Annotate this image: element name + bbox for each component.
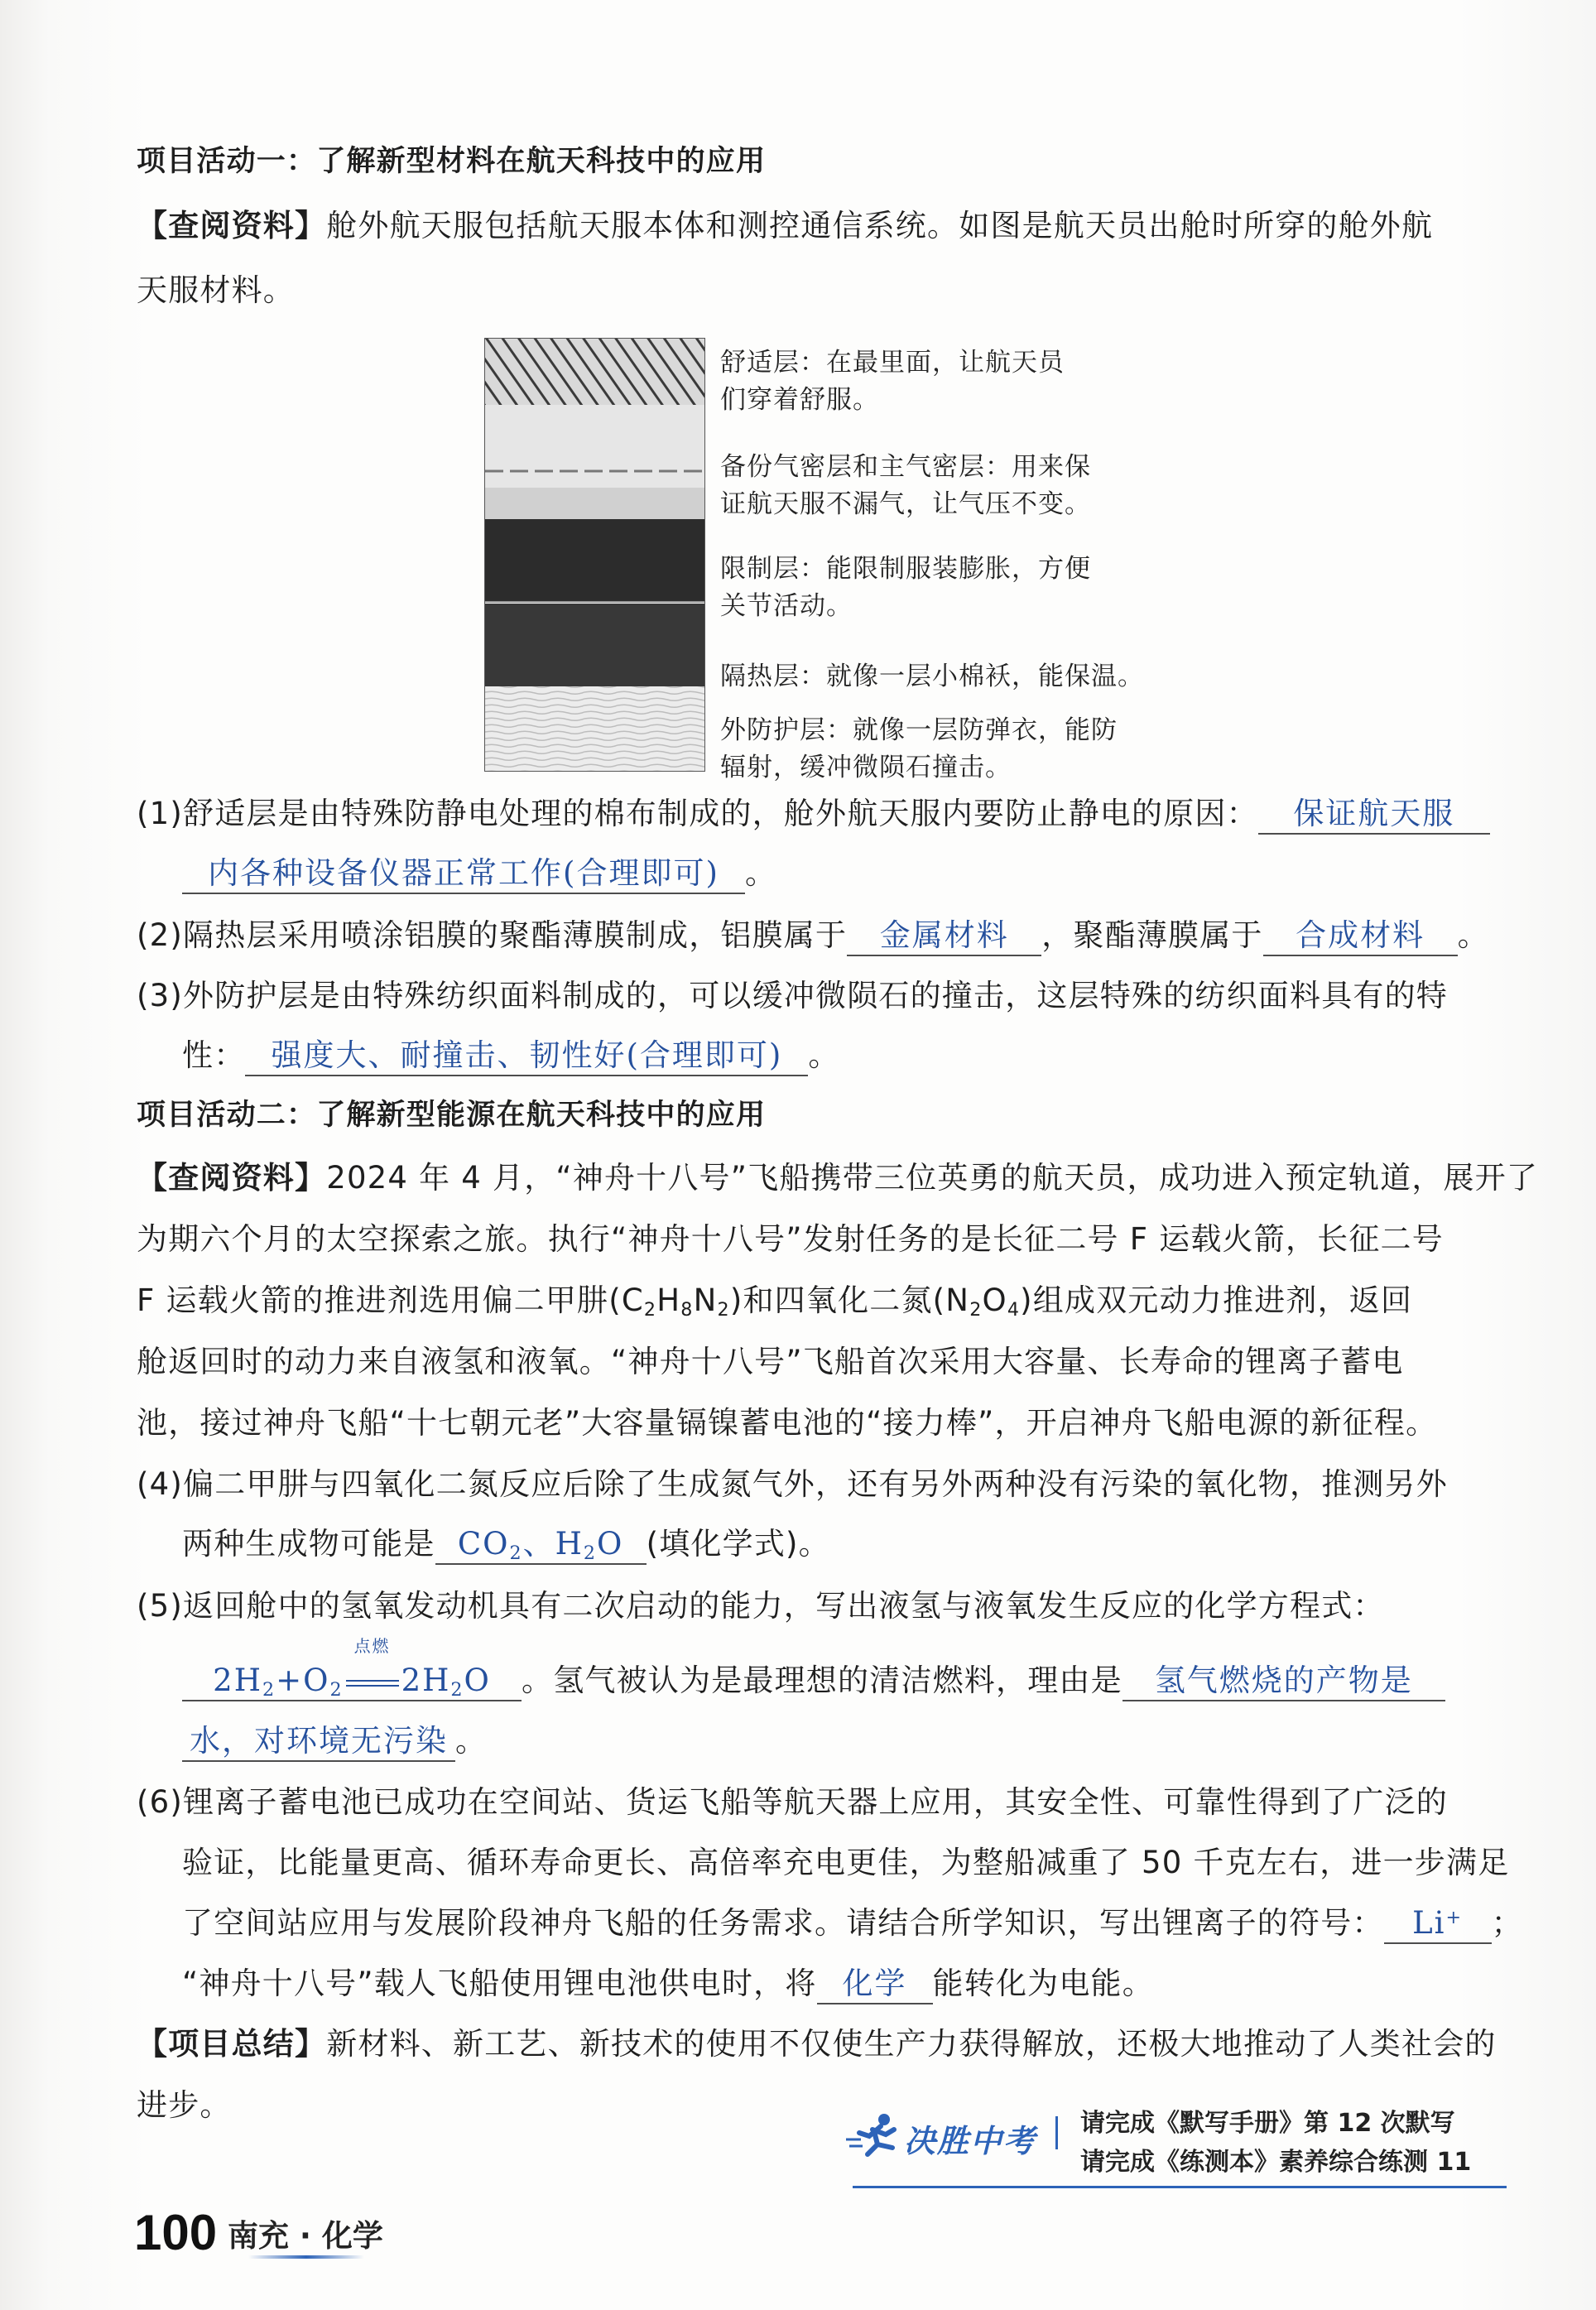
q2-answer-polyester: 合成材料 — [1263, 917, 1458, 956]
footer-rule — [853, 2186, 1507, 2188]
q2-answer-aluminum: 金属材料 — [847, 917, 1041, 956]
question-5-continued: 水，对环境无污染 。 — [182, 1720, 1502, 1762]
reference-tag: 【查阅资料】 — [137, 208, 327, 243]
question-5: (5)返回舱中的氢氧发动机具有二次启动的能力，写出液氢与液氧发生反应的化学方程式： — [137, 1588, 1385, 1624]
spacesuit-layers-illustration — [485, 339, 704, 771]
question-6-line1: (6)锂离子蓄电池已成功在空间站、货运飞船等航天器上应用，其安全性、可靠性得到了广泛的 — [137, 1784, 1449, 1820]
section2-para-line5: 池，接过神舟飞船“十七朝元老”大容量镉镍蓄电池的“接力棒”，开启神舟飞船电源的新征程。 — [137, 1405, 1438, 1441]
section2-para-line1: 【查阅资料】2024 年 4 月，“神舟十八号”飞船携带三位英勇的航天员，成功进入预定轨道，展开了 — [137, 1160, 1539, 1196]
question-1-continued: 内各种设备仪器正常工作(合理即可) 。 — [182, 853, 1502, 894]
figure-label-airtight: 备份气密层和主气密层：用来保 证航天服不漏气，让气压不变。 — [720, 452, 1091, 519]
question-2: (2)隔热层采用喷涂铝膜的聚酯薄膜制成，铝膜属于 金属材料 ，聚酯薄膜属于 合成材料 。 — [137, 915, 1502, 956]
outer-protective-layer-band — [485, 686, 704, 771]
subject-underline — [248, 2255, 364, 2259]
section1-heading: 项目活动一：了解新型材料在航天科技中的应用 — [137, 145, 767, 178]
section2-para-line3: F 运载火箭的推进剂选用偏二甲肼$(C_2H_8N_2)$和四氧化二氮$(N_2O_4)$组成双元动力推进剂，返回 — [137, 1283, 1413, 1321]
figure-label-restraint: 限制层：能限制服装膨胀，方便 关节活动。 — [720, 554, 1091, 621]
summary-line1: 【项目总结】新材料、新工艺、新技术的使用不仅使生产力获得解放，还极大地推动了人类社会的 — [137, 2026, 1497, 2062]
reaction-condition: 点燃 — [344, 1662, 401, 1700]
question-6-line2: 验证，比能量更高、循环寿命更长、高倍率充电更佳，为整船减重了 50 千克左右，进一步满足 — [182, 1845, 1510, 1880]
subject-label: 南充 · 化学 — [228, 2218, 383, 2254]
brand-divider — [1055, 2116, 1058, 2149]
reference-text: 舱外航天服包括航天服本体和测控通信系统。如图是航天员出舱时所穿的舱外航 — [326, 208, 1434, 243]
question-6-line4: “神舟十八号”载人飞船使用锂电池供电时，将 化学 能转化为电能。 — [182, 1963, 1502, 2004]
footer-task-2: 请完成《练测本》素养综合练测 11 — [1080, 2148, 1472, 2177]
section1-reference-line2: 天服材料。 — [137, 272, 295, 308]
q5-reason-answer-part1: 氢气燃烧的产物是 — [1122, 1662, 1445, 1701]
q6-energy-answer: 化学 — [817, 1965, 933, 2004]
figure-label-insulation: 隔热层：就像一层小棉袄，能保温。 — [720, 662, 1144, 691]
brand-logo — [844, 2111, 1064, 2157]
q1-answer-part2: 内各种设备仪器正常工作(合理即可) — [182, 854, 745, 894]
question-4-continued: 两种生成物可能是 $CO_2$、$H_2O$ (填化学式)。 — [182, 1526, 830, 1564]
q5-equation-answer: $2H_2+O_2$ 点燃 $2H_2O$ — [182, 1662, 522, 1701]
question-3: (3)外防护层是由特殊纺织面料制成的，可以缓冲微陨石的撞击，这层特殊的纺织面料具有的特 — [137, 978, 1449, 1013]
question-4: (4)偏二甲肼与四氧化二氮反应后除了生成氮气外，还有另外两种没有污染的氧化物，推测另外 — [137, 1466, 1449, 1502]
section2-para-line4: 舱返回时的动力来自液氢和液氧。“神舟十八号”飞船首次采用大容量、长寿命的锂离子蓄电 — [137, 1344, 1404, 1379]
comfort-layer-band — [485, 339, 704, 405]
question-6-line3: 了空间站应用与发展阶段神舟飞船的任务需求。请结合所学知识，写出锂离子的符号： Li+ ； — [182, 1903, 1502, 1944]
restraint-layer-band — [485, 519, 704, 602]
question-5-equation-line: $2H_2+O_2$ 点燃 $2H_2O$ 。氢气被认为是最理想的清洁燃料，理由是 氢气燃烧的产物是 — [182, 1660, 1502, 1701]
airtight-layer-band — [485, 405, 704, 488]
q1-answer-part1: 保证航天服 — [1258, 795, 1490, 835]
page-number: 100 — [134, 2205, 218, 2260]
q6-ion-answer: Li+ — [1384, 1904, 1492, 1944]
q5-reason-answer-part2: 水，对环境无污染 — [182, 1722, 455, 1762]
section2-heading: 项目活动二：了解新型能源在航天科技中的应用 — [137, 1099, 767, 1132]
spacesuit-layers-image — [484, 338, 705, 772]
section1-reference-line1 — [137, 205, 1502, 247]
q3-answer: 强度大、耐撞击、韧性好(合理即可) — [245, 1037, 808, 1076]
q4-answer: $CO_2$、$H_2O$ — [435, 1525, 647, 1565]
footer-task-1: 请完成《默写手册》第 12 次默写 — [1080, 2109, 1455, 2138]
summary-tag: 【项目总结】 — [137, 2026, 327, 2062]
question-1: (1)舒适层是由特殊防静电处理的棉布制成的，舱外航天服内要防止静电的原因： 保证航天服 — [137, 793, 1502, 835]
figure-label-comfort: 舒适层：在最里面，让航天员 们穿着舒服。 — [720, 348, 1065, 415]
section2-para-line2: 为期六个月的太空探索之旅。执行“神舟十八号”发射任务的是长征二号 F 运载火箭，长征二号 — [137, 1221, 1444, 1257]
insulation-layer-band — [485, 604, 704, 686]
summary-line2: 进步。 — [137, 2087, 232, 2123]
runner-icon — [844, 2111, 902, 2157]
reference-tag-2: 【查阅资料】 — [137, 1160, 327, 1196]
question-3-continued: 性： 强度大、耐撞击、韧性好(合理即可) 。 — [182, 1035, 1502, 1076]
figure-label-outer: 外防护层：就像一层防弹衣，能防 辐射，缓冲微陨石撞击。 — [720, 715, 1118, 782]
brand-text: 决胜中考 — [904, 2123, 1037, 2159]
